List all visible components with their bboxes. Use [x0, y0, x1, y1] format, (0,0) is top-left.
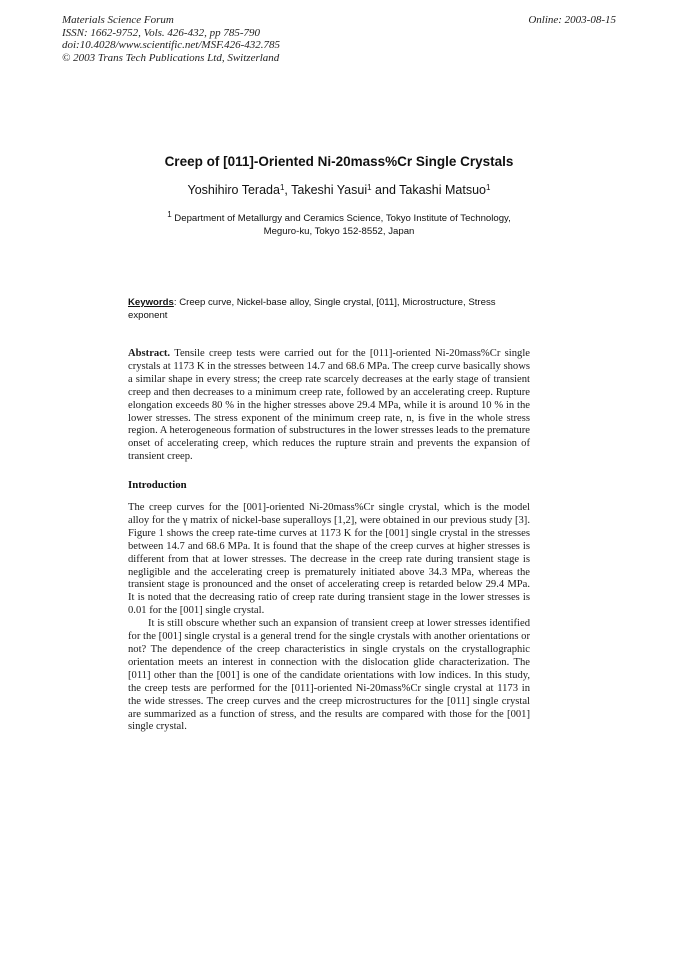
- author-affiliation-mark: 1: [367, 183, 372, 192]
- author-affiliation-mark: 1: [279, 183, 285, 192]
- abstract: [128, 348, 530, 464]
- author-name: Takeshi Yasui: [291, 183, 368, 197]
- copyright-line: © 2003 Trans Tech Publications Ltd, Switzerland: [62, 51, 280, 64]
- journal-name: Materials Science Forum: [62, 14, 174, 26]
- affiliation: [0, 212, 678, 238]
- affiliation-mark: 1: [167, 210, 172, 219]
- issn-line: ISSN: 1662-9752, Vols. 426-432, pp 785-790: [62, 26, 260, 39]
- author-name: Yoshihiro Terada: [187, 183, 280, 197]
- author-separator: and: [371, 183, 400, 197]
- keywords: [128, 296, 518, 322]
- intro-paragraph-1: The creep curves for the [001]-oriented Ni-20mass%Cr single crystal, which is the model alloy for the γ matrix of nickel-base superalloys [1,2], were obtained in our previous study [3]. Figure 1 shows the creep rate-time curves at 1173 K for the [001] single crystal in the stresses between 14.7 and 68.6 MPa. It is found that the shape of the creep curves at higher stresses is different from that at lower stresses. The decrease in the creep rate during transient stage is negligible and the accelerating creep is prematurely initiated above 34.3 MPa, whereas the transient stage is pronounced and the onset of accelerating creep is retarded below 29.4 MPa. It is noted that the decreasing ratio of creep rate during transient stage in the lower stresses is 0.01 for the [001] single crystal.: [128, 502, 530, 617]
- keywords-text: : Creep curve, Nickel-base alloy, Single crystal, [011], Microstructure, Stress exponent: [128, 297, 496, 321]
- intro-paragraph-2: It is still obscure whether such an expansion of transient creep at lower stresses identified for the [001] single crystal is a general trend for the single crystals with another orientations or not? The dependence of the creep characteristics in single crystals on the crystallographic orientation meets an interest in connection with the dislocation glide characterization. The [011] other than the [001] is one of the candidate orientations with low indices. In this study, the creep tests are performed for the [011]-oriented Ni-20mass%Cr single crystal at 1173 in the wide stresses. The creep curves and the creep microstructures for the [011] single crystal are summarized as a function of stress, and the results are compared with those for the [001] single crystal.: [128, 618, 530, 733]
- affiliation-line-1: Department of Metallurgy and Ceramics Science, Tokyo Institute of Technology,: [171, 213, 511, 224]
- doi-line[interactable]: doi:10.4028/www.scientific.net/MSF.426-432.785: [62, 39, 281, 51]
- author-affiliation-mark: 1: [486, 183, 491, 192]
- author-separator: ,: [284, 183, 292, 197]
- online-date: Online: 2003-08-15: [528, 14, 616, 26]
- abstract-text: Tensile creep tests were carried out for the [011]-oriented Ni-20mass%Cr single crystals at 1173 K in the stresses between 14.7 and 68.6 MPa. The creep curve basically shows a similar shape in every stress; the creep rate scarcely decreases at the early stage of transient creep and then decreases to a minimum creep rate, followed by an accelerating creep. Rupture elongation exceeds 80 % in the higher stresses above 29.4 MPa, while it is around 10 % in the lower stresses. The stress exponent of the minimum creep rate, n, is five in the whole stress region. A heterogeneous formation of substructures in the lower stresses leads to the premature onset of accelerating creep, which reduces the rupture strain and prevents the expansion of transient creep.: [128, 348, 530, 463]
- author-list: [0, 183, 678, 197]
- journal-header: [62, 14, 280, 64]
- author-name: Takashi Matsuo: [399, 183, 487, 197]
- affiliation-line-2: Meguro-ku, Tokyo 152-8552, Japan: [263, 226, 415, 237]
- introduction-body: [128, 502, 530, 734]
- paper-title: Creep of [011]-Oriented Ni-20mass%Cr Single Crystals: [164, 154, 514, 169]
- abstract-label: Abstract.: [128, 348, 171, 359]
- section-heading-introduction: Introduction: [128, 479, 187, 491]
- keywords-label: Keywords: [128, 297, 174, 308]
